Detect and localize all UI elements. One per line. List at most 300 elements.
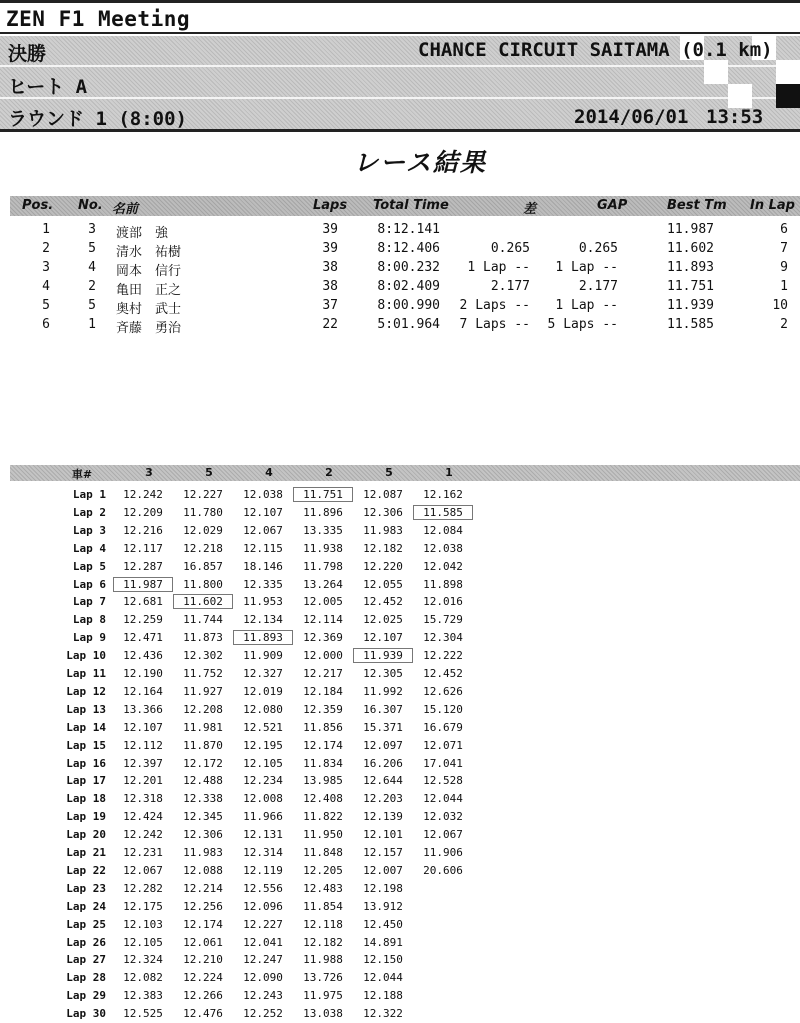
lap-time-cell: 13.366 — [123, 702, 163, 716]
lap-row — [0, 862, 500, 880]
lap-time-cell: 12.117 — [123, 541, 163, 555]
lap-time-cell: 12.105 — [243, 756, 283, 770]
lap-time-cell: 12.042 — [423, 559, 463, 573]
lap-time-cell: 12.198 — [363, 881, 403, 895]
lap-time-cell: 12.408 — [303, 792, 343, 806]
lap-time-cell: 11.800 — [183, 577, 223, 591]
lap-time-cell: 11.896 — [303, 505, 343, 519]
lap-row — [0, 611, 500, 629]
lap-time-cell: 12.112 — [123, 738, 163, 752]
lap-time-cell: 16.857 — [183, 559, 223, 573]
lap-time-cell: 11.898 — [423, 577, 463, 591]
driver-name-cell: 清水 祐樹 — [116, 245, 182, 260]
results-column-header — [10, 196, 800, 216]
col-diff: 差 — [523, 202, 537, 217]
race-time: 13:53 — [706, 106, 764, 128]
lap-row — [0, 647, 500, 665]
lap-time-cell: 12.369 — [303, 631, 343, 645]
lap-number-label: Lap 7 — [72, 595, 106, 609]
lap-time-cell: 12.528 — [423, 774, 463, 788]
lap-time-cell: 12.556 — [243, 881, 283, 895]
page-title: ZEN F1 Meeting — [6, 7, 191, 31]
lap-time-cell: 15.120 — [423, 702, 463, 716]
lap-time-cell: 12.216 — [123, 523, 163, 537]
round-label: ラウンド 1 (8:00) — [8, 108, 187, 130]
lap-row — [0, 737, 500, 755]
lap-number-label: Lap 9 — [72, 631, 106, 645]
lap-number-label: Lap 4 — [72, 541, 106, 555]
pos-cell: 6 — [42, 317, 50, 332]
total-time-cell: 8:00.990 — [377, 298, 440, 313]
lap-time-cell: 12.644 — [363, 774, 403, 788]
lap-time-cell: 12.256 — [183, 899, 223, 913]
lap-time-cell: 11.873 — [183, 631, 223, 645]
lap-time-cell: 12.525 — [123, 1007, 163, 1021]
lap-time-cell: 12.304 — [423, 631, 463, 645]
lap-time-cell: 12.452 — [423, 667, 463, 680]
lap-time-cell: 11.938 — [303, 541, 343, 555]
lap-time-cell: 12.305 — [363, 667, 403, 680]
lap-number-label: Lap 25 — [66, 917, 106, 931]
lap-number-label: Lap 27 — [66, 953, 106, 967]
pos-cell: 5 — [42, 298, 50, 313]
lap-time-cell: 11.834 — [303, 756, 343, 770]
best-time-cell: 11.939 — [667, 298, 714, 313]
lap-row — [0, 772, 500, 790]
lap-time-cell: 12.242 — [123, 828, 163, 842]
lap-time-cell: 11.927 — [183, 684, 223, 698]
checker-square — [728, 84, 752, 108]
lap-time-cell: 12.359 — [303, 702, 343, 716]
in-lap-cell: 1 — [780, 279, 788, 294]
diff-cell: 2.177 — [490, 279, 530, 294]
lap-time-cell: 12.322 — [363, 1007, 403, 1021]
lap-time-cell: 12.071 — [423, 738, 463, 752]
lap-row — [0, 486, 500, 504]
lap-row — [0, 898, 500, 916]
lap-time-cell: 12.252 — [243, 1007, 283, 1021]
lap-time-cell: 16.307 — [363, 702, 403, 716]
lap-time-cell: 11.856 — [303, 720, 343, 734]
col-in-lap: In Lap — [750, 198, 795, 213]
lap-time-cell: 12.424 — [123, 810, 163, 824]
lap-time-cell: 15.729 — [423, 613, 463, 627]
car-number-cell: 2 — [88, 279, 96, 294]
lap-row — [0, 916, 500, 934]
divider — [0, 65, 800, 67]
lap-time-cell: 12.201 — [123, 774, 163, 788]
result-row — [0, 317, 800, 336]
lap-time-cell: 12.345 — [183, 810, 223, 824]
lap-row — [0, 934, 500, 952]
lap-time-cell: 12.157 — [363, 846, 403, 859]
lap-row — [0, 665, 500, 683]
lap-time-cell: 12.220 — [363, 559, 403, 573]
lap-time-cell: 12.103 — [123, 917, 163, 931]
lap-time-cell: 11.751 — [294, 488, 352, 501]
lap-time-cell: 11.953 — [243, 595, 283, 609]
in-lap-cell: 9 — [780, 260, 788, 275]
lap-time-cell: 12.195 — [243, 738, 283, 752]
lap-row — [0, 951, 500, 969]
gap-cell: 1 Lap -- — [555, 298, 618, 313]
lap-number-label: Lap 20 — [66, 828, 106, 842]
lap-time-cell: 12.061 — [183, 935, 223, 949]
lap-time-cell: 12.227 — [183, 488, 223, 501]
lap-row — [0, 701, 500, 719]
lap-time-cell: 11.780 — [183, 505, 223, 519]
laps-cell: 38 — [322, 279, 338, 294]
lap-number-label: Lap 13 — [66, 702, 106, 716]
diff-cell: 1 Lap -- — [467, 260, 530, 275]
lap-number-label: Lap 18 — [66, 792, 106, 806]
in-lap-cell: 10 — [772, 298, 788, 313]
lap-time-cell: 12.282 — [123, 881, 163, 895]
lap-time-cell: 12.008 — [243, 792, 283, 806]
lap-number-label: Lap 19 — [66, 810, 106, 824]
lap-row — [0, 808, 500, 826]
result-row — [0, 222, 800, 241]
lap-time-cell: 11.893 — [234, 631, 292, 644]
lap-time-cell: 13.912 — [363, 899, 403, 913]
lap-time-cell: 13.264 — [303, 577, 343, 591]
diff-cell: 0.265 — [490, 241, 530, 256]
lap-time-cell: 13.335 — [303, 523, 343, 537]
lap-time-cell: 15.371 — [363, 720, 403, 734]
lap-time-cell: 11.950 — [303, 828, 343, 842]
lap-time-cell: 12.227 — [243, 917, 283, 931]
lap-time-cell: 11.848 — [303, 846, 343, 859]
lap-time-cell: 13.038 — [303, 1007, 343, 1021]
lap-time-cell: 11.966 — [243, 810, 283, 824]
lap-time-cell: 12.452 — [363, 595, 403, 609]
race-date: 2014/06/01 — [574, 106, 689, 128]
in-lap-cell: 2 — [780, 317, 788, 332]
lap-time-cell: 18.146 — [243, 559, 283, 573]
lap-time-cell: 11.744 — [183, 613, 223, 627]
lap-time-cell: 16.206 — [363, 756, 403, 770]
lap-time-cell: 12.090 — [243, 971, 283, 985]
lap-time-cell: 17.041 — [423, 756, 463, 770]
lap-time-cell: 12.626 — [423, 684, 463, 698]
lap-time-cell: 12.174 — [303, 738, 343, 752]
lap-time-cell: 12.164 — [123, 684, 163, 698]
driver-name-cell: 岡本 信行 — [116, 264, 182, 279]
lap-row — [0, 558, 500, 576]
col-name: 名前 — [112, 202, 139, 217]
lap-time-cell: 12.131 — [243, 828, 283, 842]
car-number-cell: 3 — [88, 222, 96, 237]
lap-time-cell: 12.019 — [243, 684, 283, 698]
lap-time-cell: 11.981 — [183, 720, 223, 734]
driver-name-cell: 斉藤 勇治 — [116, 321, 182, 336]
lap-time-cell: 14.891 — [363, 935, 403, 949]
lap-time-cell: 12.521 — [243, 720, 283, 734]
lap-time-cell: 11.906 — [423, 846, 463, 859]
lap-number-label: Lap 8 — [72, 613, 106, 627]
car-column-header: 3 — [145, 466, 153, 479]
in-lap-cell: 7 — [780, 241, 788, 256]
lap-time-cell: 11.987 — [114, 578, 172, 591]
lap-time-cell: 12.324 — [123, 953, 163, 967]
lap-time-cell: 12.084 — [423, 523, 463, 537]
in-lap-cell: 6 — [780, 222, 788, 237]
lap-row — [0, 629, 500, 647]
lap-number-label: Lap 21 — [66, 846, 106, 859]
lap-time-cell: 12.214 — [183, 881, 223, 895]
lap-table-header — [10, 465, 800, 481]
lap-row — [0, 826, 500, 844]
lap-time-cell: 12.107 — [363, 631, 403, 645]
lap-time-cell: 12.005 — [303, 595, 343, 609]
lap-time-cell: 12.067 — [123, 863, 163, 877]
lap-time-cell: 12.067 — [243, 523, 283, 537]
result-row — [0, 260, 800, 279]
lap-time-cell: 12.188 — [363, 989, 403, 1003]
lap-row — [0, 522, 500, 540]
lap-row — [0, 880, 500, 898]
lap-time-cell: 12.190 — [123, 667, 163, 680]
lap-row — [0, 987, 500, 1005]
lap-row — [0, 755, 500, 773]
lap-time-cell: 12.097 — [363, 738, 403, 752]
divider — [0, 97, 800, 99]
lap-row — [0, 540, 500, 558]
lap-time-cell: 12.242 — [123, 488, 163, 501]
lap-time-cell: 12.287 — [123, 559, 163, 573]
lap-time-cell: 11.798 — [303, 559, 343, 573]
lap-time-cell: 12.476 — [183, 1007, 223, 1021]
lap-number-label: Lap 1 — [72, 488, 106, 501]
lap-time-cell: 12.041 — [243, 935, 283, 949]
lap-time-cell: 13.985 — [303, 774, 343, 788]
lap-time-cell: 12.000 — [303, 649, 343, 663]
lap-time-cell: 12.184 — [303, 684, 343, 698]
checker-square — [776, 84, 800, 108]
car-column-header: 4 — [265, 466, 273, 479]
lap-time-cell: 12.119 — [243, 863, 283, 877]
lap-time-cell: 12.029 — [183, 523, 223, 537]
col-pos: Pos. — [22, 198, 54, 213]
lap-time-cell: 11.870 — [183, 738, 223, 752]
total-time-cell: 8:02.409 — [377, 279, 440, 294]
lap-time-cell: 12.134 — [243, 613, 283, 627]
lap-time-cell: 12.681 — [123, 595, 163, 609]
best-time-cell: 11.893 — [667, 260, 714, 275]
lap-time-cell: 11.585 — [414, 506, 472, 519]
lap-time-cell: 12.210 — [183, 953, 223, 967]
lap-number-label: Lap 17 — [66, 774, 106, 788]
lap-time-cell: 12.203 — [363, 792, 403, 806]
pos-cell: 3 — [42, 260, 50, 275]
lap-number-label: Lap 2 — [72, 505, 106, 519]
lap-time-cell: 12.162 — [423, 488, 463, 501]
lap-time-cell: 12.318 — [123, 792, 163, 806]
lap-row — [0, 593, 500, 611]
car-column-header: 1 — [445, 466, 453, 479]
car-number-cell: 5 — [88, 298, 96, 313]
lap-time-cell: 12.114 — [303, 613, 343, 627]
lap-time-cell: 12.302 — [183, 649, 223, 663]
total-time-cell: 8:00.232 — [377, 260, 440, 275]
lap-row — [0, 1005, 500, 1023]
lap-time-cell: 12.182 — [363, 541, 403, 555]
lap-time-cell: 12.335 — [243, 577, 283, 591]
col-gap: GAP — [597, 198, 628, 213]
lap-number-label: Lap 23 — [66, 881, 106, 895]
total-time-cell: 8:12.141 — [377, 222, 440, 237]
lap-number-label: Lap 29 — [66, 989, 106, 1003]
best-time-cell: 11.602 — [667, 241, 714, 256]
pos-cell: 2 — [42, 241, 50, 256]
col-laps: Laps — [313, 198, 348, 213]
lap-time-cell: 12.182 — [303, 935, 343, 949]
diff-cell: 2 Laps -- — [459, 298, 530, 313]
car-number-cell: 5 — [88, 241, 96, 256]
lap-time-cell: 12.327 — [243, 667, 283, 680]
lap-row — [0, 719, 500, 737]
laps-cell: 38 — [322, 260, 338, 275]
race-info-header — [0, 36, 800, 132]
lap-number-label: Lap 11 — [66, 667, 106, 680]
driver-name-cell: 奥村 武士 — [116, 302, 182, 317]
lap-time-cell: 12.044 — [363, 971, 403, 985]
result-row — [0, 298, 800, 317]
lap-row — [0, 504, 500, 522]
lap-time-cell: 12.080 — [243, 702, 283, 716]
lap-time-cell: 12.224 — [183, 971, 223, 985]
lap-time-cell: 12.101 — [363, 828, 403, 842]
lap-number-label: Lap 16 — [66, 756, 106, 770]
pos-cell: 4 — [42, 279, 50, 294]
lap-time-cell: 12.205 — [303, 863, 343, 877]
circuit-name: CHANCE CIRCUIT SAITAMA (0.1 km) — [418, 39, 773, 61]
lap-number-label: Lap 10 — [66, 649, 106, 663]
lap-time-cell: 12.038 — [423, 541, 463, 555]
gap-cell: 0.265 — [578, 241, 618, 256]
lap-time-cell: 11.854 — [303, 899, 343, 913]
car-column-header: 2 — [325, 466, 333, 479]
lap-time-cell: 11.983 — [183, 846, 223, 859]
lap-time-cell: 12.231 — [123, 846, 163, 859]
car-number-label: 車# — [71, 468, 93, 481]
results-title: レース結果 — [353, 148, 487, 177]
lap-time-cell: 12.067 — [423, 828, 463, 842]
driver-name-cell: 亀田 正之 — [116, 283, 182, 298]
diff-cell: 7 Laps -- — [459, 317, 530, 332]
title-bar — [0, 0, 800, 34]
lap-time-cell: 12.208 — [183, 702, 223, 716]
total-time-cell: 5:01.964 — [377, 317, 440, 332]
lap-number-label: Lap 28 — [66, 971, 106, 985]
lap-row — [0, 576, 500, 594]
laps-cell: 39 — [322, 241, 338, 256]
lap-time-cell: 12.087 — [363, 488, 403, 501]
checker-square — [776, 60, 800, 84]
lap-time-cell: 12.107 — [243, 505, 283, 519]
lap-time-cell: 12.038 — [243, 488, 283, 501]
driver-name-cell: 渡部 強 — [116, 226, 169, 241]
gap-cell: 1 Lap -- — [555, 260, 618, 275]
lap-time-cell: 12.217 — [303, 667, 343, 680]
lap-time-cell: 12.209 — [123, 505, 163, 519]
laps-cell: 22 — [322, 317, 338, 332]
lap-time-cell: 12.397 — [123, 756, 163, 770]
lap-time-cell: 11.909 — [243, 649, 283, 663]
col-total-time: Total Time — [373, 198, 449, 213]
lap-time-cell: 12.088 — [183, 863, 223, 877]
pos-cell: 1 — [42, 222, 50, 237]
lap-time-cell: 12.150 — [363, 953, 403, 967]
lap-number-label: Lap 5 — [72, 559, 106, 573]
lap-time-cell: 12.306 — [363, 505, 403, 519]
lap-row — [0, 844, 500, 862]
col-no: No. — [78, 198, 103, 213]
car-number-cell: 1 — [88, 317, 96, 332]
lap-number-label: Lap 12 — [66, 684, 106, 698]
lap-time-cell: 12.383 — [123, 989, 163, 1003]
lap-time-cell: 12.082 — [123, 971, 163, 985]
lap-time-cell: 12.139 — [363, 810, 403, 824]
lap-time-cell: 12.247 — [243, 953, 283, 967]
total-time-cell: 8:12.406 — [377, 241, 440, 256]
car-column-header: 5 — [385, 466, 393, 479]
lap-time-cell: 12.222 — [423, 649, 463, 663]
lap-time-cell: 13.726 — [303, 971, 343, 985]
best-time-cell: 11.585 — [667, 317, 714, 332]
lap-row — [0, 683, 500, 701]
lap-time-cell: 12.115 — [243, 541, 283, 555]
lap-time-cell: 12.471 — [123, 631, 163, 645]
lap-time-cell: 11.822 — [303, 810, 343, 824]
lap-time-cell: 11.602 — [174, 595, 232, 608]
lap-time-cell: 12.436 — [123, 649, 163, 663]
lap-time-cell: 12.483 — [303, 881, 343, 895]
lap-time-cell: 12.016 — [423, 595, 463, 609]
lap-row — [0, 790, 500, 808]
lap-number-label: Lap 3 — [72, 523, 106, 537]
heat-label: ヒート A — [8, 76, 88, 98]
lap-time-cell: 12.172 — [183, 756, 223, 770]
lap-time-cell: 12.007 — [363, 863, 403, 877]
lap-time-cell: 11.988 — [303, 953, 343, 967]
lap-time-cell: 12.105 — [123, 935, 163, 949]
col-best-time: Best Tm — [667, 198, 727, 213]
checker-square — [704, 60, 728, 84]
best-time-cell: 11.751 — [667, 279, 714, 294]
lap-time-cell: 12.174 — [183, 917, 223, 931]
lap-time-cell: 12.218 — [183, 541, 223, 555]
lap-row — [0, 969, 500, 987]
lap-time-cell: 12.234 — [243, 774, 283, 788]
result-row — [0, 241, 800, 260]
lap-time-cell: 12.266 — [183, 989, 223, 1003]
lap-time-cell: 12.488 — [183, 774, 223, 788]
lap-time-cell: 12.450 — [363, 917, 403, 931]
lap-number-label: Lap 6 — [72, 577, 106, 591]
lap-number-label: Lap 24 — [66, 899, 106, 913]
lap-time-cell: 12.314 — [243, 846, 283, 859]
lap-time-cell: 16.679 — [423, 720, 463, 734]
stage-label: 決勝 — [8, 43, 47, 65]
lap-time-cell: 11.752 — [183, 667, 223, 680]
gap-cell: 2.177 — [578, 279, 618, 294]
gap-cell: 5 Laps -- — [547, 317, 618, 332]
lap-number-label: Lap 14 — [66, 720, 106, 734]
car-column-header: 5 — [205, 466, 213, 479]
lap-number-label: Lap 15 — [66, 738, 106, 752]
lap-time-cell: 12.259 — [123, 613, 163, 627]
